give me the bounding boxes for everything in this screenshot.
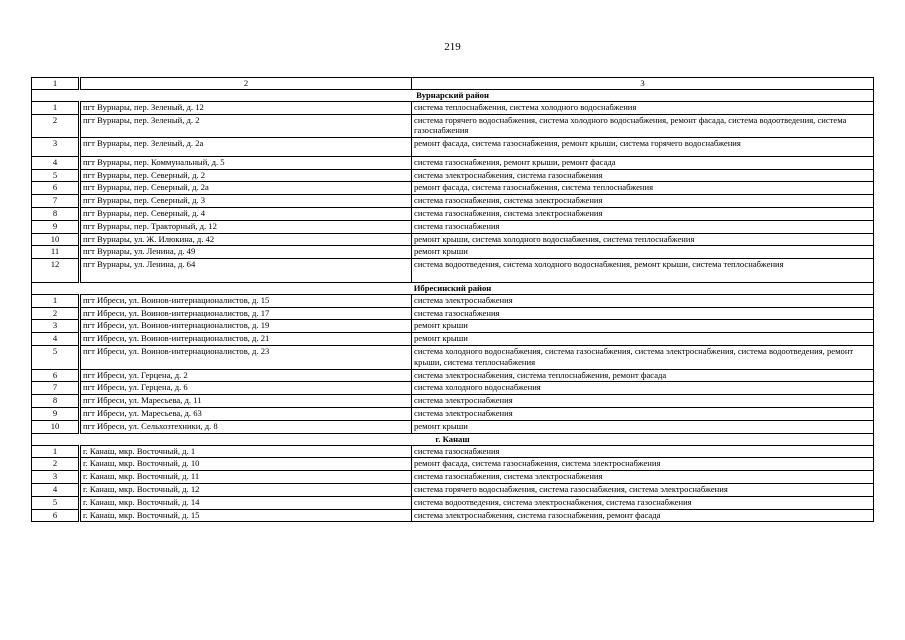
repair-table xyxy=(31,77,874,522)
repair-works: система газоснабжения, ремонт крыши, ремонт фасада xyxy=(412,156,874,169)
building-address: пгт Вурнары, пер. Северный, д. 2а xyxy=(80,182,412,195)
repair-works: система горячего водоснабжения, система газоснабжения, система электроснабжения xyxy=(412,484,874,497)
table-row xyxy=(32,138,874,157)
building-address: пгт Вурнары, пер. Тракторный, д. 12 xyxy=(80,220,412,233)
column-number-row xyxy=(32,78,874,90)
row-number: 6 xyxy=(32,369,80,382)
building-address: пгт Вурнары, пер. Северный, д. 2 xyxy=(80,169,412,182)
row-number: 4 xyxy=(32,484,80,497)
row-number: 5 xyxy=(32,346,80,370)
row-number: 8 xyxy=(32,208,80,221)
building-address: пгт Вурнары, пер. Зеленый, д. 2 xyxy=(80,114,412,138)
row-number: 2 xyxy=(32,114,80,138)
row-number: 2 xyxy=(32,458,80,471)
row-number: 10 xyxy=(32,233,80,246)
row-number: 3 xyxy=(32,320,80,333)
repair-works: система газоснабжения, система электроснабжения xyxy=(412,208,874,221)
repair-works: система водоотведения, система электроснабжения, система газоснабжения xyxy=(412,496,874,509)
repair-works: система газоснабжения xyxy=(412,220,874,233)
building-address: пгт Вурнары, пер. Зеленый, д. 12 xyxy=(80,102,412,115)
repair-works: ремонт крыши xyxy=(412,246,874,259)
district-name: г. Канаш xyxy=(32,433,874,445)
row-number: 2 xyxy=(32,307,80,320)
table-row xyxy=(32,102,874,115)
row-number: 3 xyxy=(32,471,80,484)
district-name: Вурнарский район xyxy=(32,90,874,102)
building-address: г. Канаш, мкр. Восточный, д. 10 xyxy=(80,458,412,471)
repair-works: система электроснабжения, система газоснабжения, ремонт фасада xyxy=(412,509,874,522)
repair-works: система электроснабжения, система газоснабжения xyxy=(412,169,874,182)
table-row xyxy=(32,346,874,370)
building-address: г. Канаш, мкр. Восточный, д. 15 xyxy=(80,509,412,522)
row-number: 9 xyxy=(32,220,80,233)
table-row xyxy=(32,369,874,382)
table-row xyxy=(32,259,874,283)
row-number: 9 xyxy=(32,408,80,421)
repair-works: система горячего водоснабжения, система холодного водоснабжения, ремонт фасада, система водоотведения, система газоснабжения xyxy=(412,114,874,138)
repair-works: ремонт крыши xyxy=(412,420,874,433)
row-number: 1 xyxy=(32,294,80,307)
row-number: 10 xyxy=(32,420,80,433)
repair-works: ремонт фасада, система газоснабжения, система теплоснабжения xyxy=(412,182,874,195)
table-row xyxy=(32,182,874,195)
building-address: пгт Ибреси, ул. Герцена, д. 2 xyxy=(80,369,412,382)
building-address: пгт Ибреси, ул. Воинов-интернационалистов, д. 21 xyxy=(80,333,412,346)
table-row xyxy=(32,509,874,522)
building-address: пгт Вурнары, пер. Северный, д. 3 xyxy=(80,195,412,208)
building-address: пгт Ибреси, ул. Воинов-интернационалистов, д. 17 xyxy=(80,307,412,320)
table-row xyxy=(32,114,874,138)
table-row xyxy=(32,246,874,259)
building-address: пгт Ибреси, ул. Маресьева, д. 11 xyxy=(80,395,412,408)
table-row xyxy=(32,195,874,208)
table-row xyxy=(32,408,874,421)
building-address: пгт Ибреси, ул. Сельхозтехники, д. 8 xyxy=(80,420,412,433)
building-address: г. Канаш, мкр. Восточный, д. 1 xyxy=(80,445,412,458)
row-number: 6 xyxy=(32,509,80,522)
row-number: 6 xyxy=(32,182,80,195)
column-number-3: 3 xyxy=(412,78,874,90)
building-address: пгт Ибреси, ул. Воинов-интернационалистов, д. 23 xyxy=(80,346,412,370)
table-row xyxy=(32,458,874,471)
repair-works: система водоотведения, система холодного водоснабжения, ремонт крыши, система теплоснабжения xyxy=(412,259,874,283)
table-row xyxy=(32,445,874,458)
building-address: пгт Ибреси, ул. Маресьева, д. 63 xyxy=(80,408,412,421)
building-address: пгт Вурнары, пер. Зеленый, д. 2а xyxy=(80,138,412,157)
repair-works: система газоснабжения, система электроснабжения xyxy=(412,471,874,484)
row-number: 5 xyxy=(32,496,80,509)
table-row xyxy=(32,220,874,233)
building-address: г. Канаш, мкр. Восточный, д. 14 xyxy=(80,496,412,509)
repair-works: система электроснабжения xyxy=(412,395,874,408)
row-number: 7 xyxy=(32,382,80,395)
repair-works: система холодного водоснабжения xyxy=(412,382,874,395)
row-number: 7 xyxy=(32,195,80,208)
table-row xyxy=(32,320,874,333)
repair-works: система электроснабжения xyxy=(412,294,874,307)
repair-works: система электроснабжения, система теплоснабжения, ремонт фасада xyxy=(412,369,874,382)
table-row xyxy=(32,420,874,433)
repair-works: система электроснабжения xyxy=(412,408,874,421)
row-number: 11 xyxy=(32,246,80,259)
row-number: 1 xyxy=(32,445,80,458)
table-row xyxy=(32,484,874,497)
row-number: 3 xyxy=(32,138,80,157)
row-number: 4 xyxy=(32,333,80,346)
row-number: 12 xyxy=(32,259,80,283)
table-row xyxy=(32,169,874,182)
table-row xyxy=(32,307,874,320)
repair-works: система газоснабжения xyxy=(412,307,874,320)
table-row xyxy=(32,471,874,484)
row-number: 5 xyxy=(32,169,80,182)
repair-works: система газоснабжения xyxy=(412,445,874,458)
repair-works: ремонт фасада, система газоснабжения, ремонт крыши, система горячего водоснабжения xyxy=(412,138,874,157)
repair-works: ремонт фасада, система газоснабжения, система электроснабжения xyxy=(412,458,874,471)
table-row xyxy=(32,395,874,408)
column-number-2: 2 xyxy=(80,78,412,90)
building-address: пгт Вурнары, пер. Северный, д. 4 xyxy=(80,208,412,221)
building-address: пгт Вурнары, ул. Ж. Илюкина, д. 42 xyxy=(80,233,412,246)
table-row xyxy=(32,233,874,246)
table-body xyxy=(32,78,874,522)
building-address: г. Канаш, мкр. Восточный, д. 11 xyxy=(80,471,412,484)
table-row xyxy=(32,382,874,395)
table-row xyxy=(32,208,874,221)
district-name: Ибресинский район xyxy=(32,282,874,294)
repair-works: ремонт крыши, система холодного водоснабжения, система теплоснабжения xyxy=(412,233,874,246)
row-number: 1 xyxy=(32,102,80,115)
repair-works: система газоснабжения, система электроснабжения xyxy=(412,195,874,208)
building-address: пгт Вурнары, пер. Коммунальный, д. 5 xyxy=(80,156,412,169)
row-number: 8 xyxy=(32,395,80,408)
district-row xyxy=(32,90,874,102)
page-number: 219 xyxy=(444,41,461,53)
building-address: пгт Ибреси, ул. Воинов-интернационалистов, д. 19 xyxy=(80,320,412,333)
building-address: пгт Ибреси, ул. Герцена, д. 6 xyxy=(80,382,412,395)
table-row xyxy=(32,294,874,307)
repair-works: система холодного водоснабжения, система газоснабжения, система электроснабжения, система водоотведения, ремонт крыши, система теплоснабжения xyxy=(412,346,874,370)
repair-works: ремонт крыши xyxy=(412,333,874,346)
table-row xyxy=(32,156,874,169)
repair-works: система теплоснабжения, система холодного водоснабжения xyxy=(412,102,874,115)
building-address: г. Канаш, мкр. Восточный, д. 12 xyxy=(80,484,412,497)
row-number: 4 xyxy=(32,156,80,169)
district-row xyxy=(32,282,874,294)
district-row xyxy=(32,433,874,445)
building-address: пгт Вурнары, ул. Ленина, д. 49 xyxy=(80,246,412,259)
building-address: пгт Ибреси, ул. Воинов-интернационалистов, д. 15 xyxy=(80,294,412,307)
repair-works: ремонт крыши xyxy=(412,320,874,333)
column-number-1: 1 xyxy=(32,78,80,90)
table-row xyxy=(32,333,874,346)
table-row xyxy=(32,496,874,509)
building-address: пгт Вурнары, ул. Ленина, д. 64 xyxy=(80,259,412,283)
